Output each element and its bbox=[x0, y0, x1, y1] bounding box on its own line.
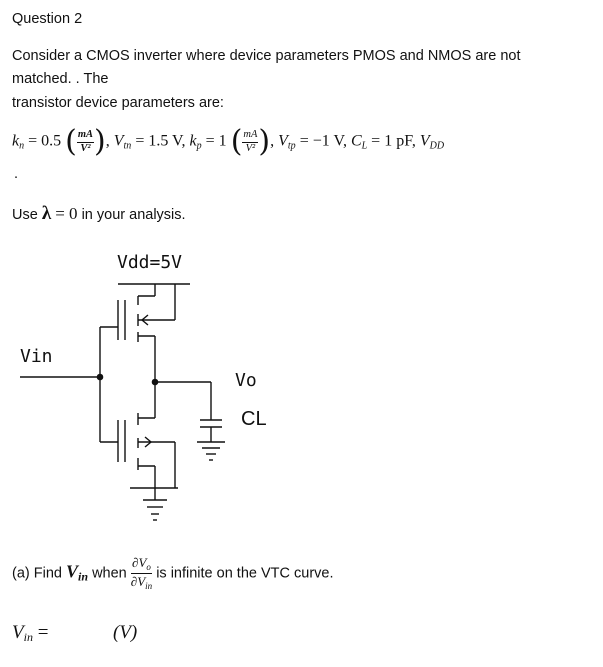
part-a-prefix: (a) Find bbox=[12, 565, 62, 582]
unit-denominator-2: V² bbox=[245, 142, 256, 154]
kn-symbol: k bbox=[12, 132, 20, 150]
cl-label: CL bbox=[241, 408, 267, 430]
question-title: Question 2 bbox=[12, 11, 83, 27]
vin-node bbox=[97, 374, 102, 379]
cl-subscript: L bbox=[361, 140, 368, 152]
vdd-symbol: V bbox=[419, 132, 430, 150]
kn-subscript: n bbox=[19, 140, 25, 152]
bullet-dot: . bbox=[14, 166, 19, 182]
answer-line bbox=[12, 622, 48, 645]
unit-denominator: V² bbox=[80, 142, 91, 154]
use-suffix: in your analysis. bbox=[81, 207, 186, 223]
part-a-vin-symbol: V bbox=[66, 561, 79, 582]
vo-label: Vo bbox=[235, 370, 257, 391]
kp-value: = 1 bbox=[205, 132, 227, 150]
vdd-subscript: DD bbox=[429, 140, 445, 152]
part-a-suffix: is infinite on the VTC curve. bbox=[156, 565, 334, 582]
part-a-line bbox=[12, 556, 334, 591]
answer-vin-subscript: in bbox=[23, 630, 33, 644]
paren-close-2: ) bbox=[258, 124, 271, 159]
intro-line-2: matched. . The bbox=[12, 71, 109, 87]
deriv-den-sub: in bbox=[145, 581, 153, 591]
vdd-label: Vdd=5V bbox=[117, 252, 183, 273]
parameter-equation: $k_n = 0.5$ ( $\frac{mA}{\text{V²}}$ ), $V_{tn} = 1.5$ V, $k_p = 1$ ( $\frac{mA}{\text{V²}}$ ), $V_{tp} = -1$ V, $C_L = 1$ pF, $V_{DD}$ bbox=[12, 124, 445, 159]
nmos-ground bbox=[130, 488, 178, 520]
part-a-when: when bbox=[92, 565, 127, 582]
paren-open: ( bbox=[65, 124, 77, 159]
vtn-value: = 1.5 V, bbox=[135, 132, 186, 150]
load-capacitor bbox=[197, 420, 225, 460]
lambda-symbol: λ bbox=[41, 203, 52, 224]
kp-symbol: k bbox=[189, 132, 197, 150]
part-a-vin-subscript: in bbox=[78, 569, 89, 584]
cl-value: = 1 pF, bbox=[371, 132, 416, 150]
unit-numerator: mA bbox=[77, 130, 94, 143]
vtp-value: = −1 V, bbox=[299, 132, 347, 150]
answer-equals: = bbox=[37, 622, 49, 643]
intro-line-1: Consider a CMOS inverter where device parameters PMOS and NMOS are not bbox=[12, 48, 521, 64]
vtp-subscript: tp bbox=[287, 140, 296, 152]
vtp-symbol: V bbox=[278, 132, 288, 150]
deriv-num-sub: o bbox=[146, 562, 151, 572]
vtn-subscript: tn bbox=[123, 140, 132, 152]
output-node bbox=[152, 379, 157, 384]
derivative-denominator bbox=[131, 574, 152, 591]
pmos-transistor bbox=[118, 296, 175, 350]
derivative-fraction bbox=[131, 556, 152, 591]
kn-value: = 0.5 bbox=[28, 132, 62, 150]
answer-vin-symbol: V bbox=[12, 622, 24, 643]
cl-symbol: C bbox=[350, 132, 362, 150]
derivative-numerator bbox=[131, 556, 152, 574]
paren-open-2: ( bbox=[230, 124, 243, 159]
use-prefix: Use bbox=[12, 207, 38, 223]
kp-subscript: p bbox=[196, 140, 202, 152]
lambda-value: = 0 bbox=[55, 204, 78, 223]
answer-unit: (V) bbox=[113, 622, 138, 643]
vtn-symbol: V bbox=[113, 132, 124, 150]
intro-line-3: transistor device parameters are: bbox=[12, 95, 224, 111]
deriv-num-text: ∂V bbox=[132, 555, 147, 570]
vin-label: Vin bbox=[20, 346, 53, 367]
deriv-den-text: ∂V bbox=[130, 574, 146, 589]
paren-close: ) bbox=[94, 124, 106, 159]
nmos-transistor bbox=[118, 413, 175, 488]
unit-numerator-2: mA bbox=[242, 130, 258, 143]
